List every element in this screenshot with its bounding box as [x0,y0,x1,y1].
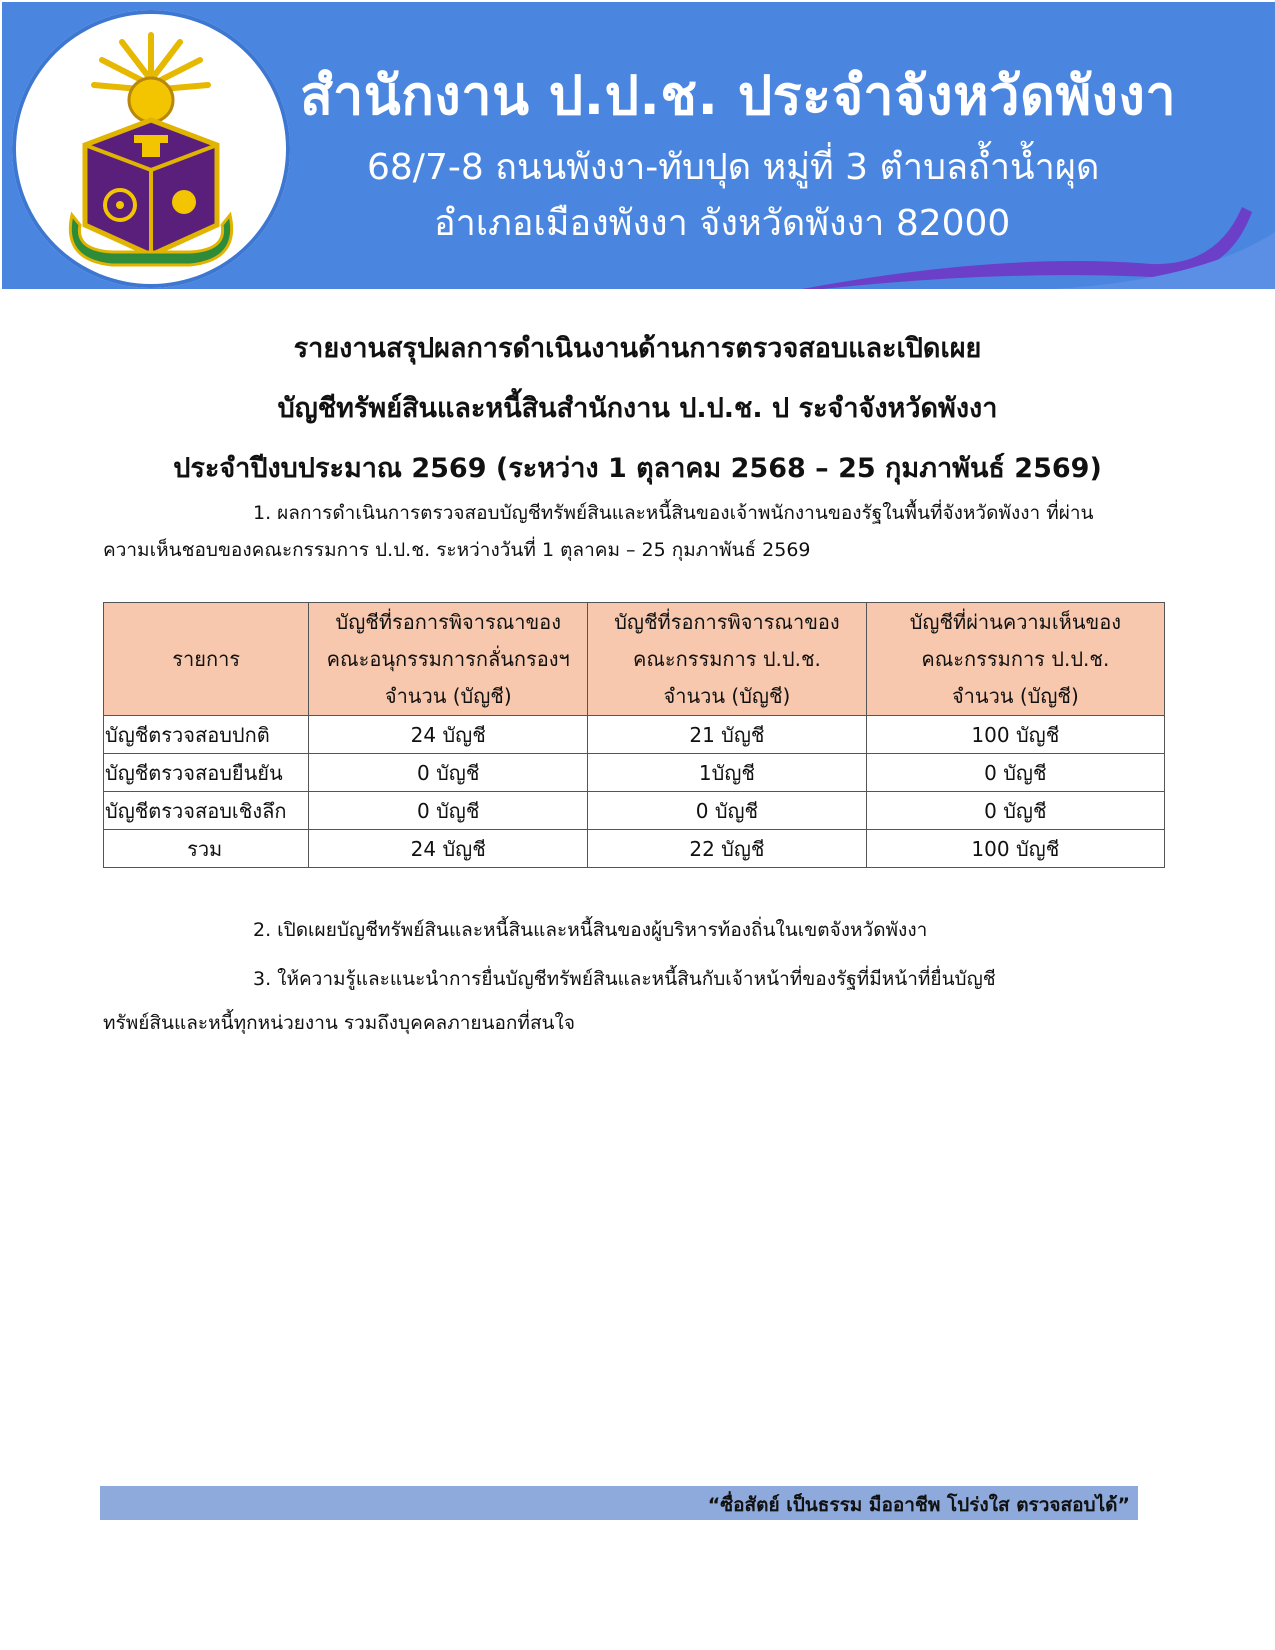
row-label: บัญชีตรวจสอบเชิงลึก [104,792,309,830]
table-row [104,716,1165,754]
table-cell: 100 บัญชี [866,716,1164,754]
item-1-line-2: ความเห็นชอบของคณะกรรมการ ป.ป.ช. ระหว่างวันที่ 1 ตุลาคม – 25 กุมภาพันธ์ 2569 [103,539,811,561]
report-title-line-1: รายงานสรุปผลการดำเนินงานด้านการตรวจสอบและเปิดเผย [293,333,982,364]
footer-bar [100,1486,1138,1520]
table-cell: 100 บัญชี [866,830,1164,868]
item-3-line-1: 3. ให้ความรู้และแนะนำการยื่นบัญชีทรัพย์สินและหนี้สินกับเจ้าหน้าที่ของรัฐที่มีหน้าที่ยื่นบัญชี [253,968,996,990]
table-cell: 0 บัญชี [309,792,588,830]
header-line: บัญชีที่ผ่านความเห็นของ [909,609,1121,634]
header-line: คณะกรรมการ ป.ป.ช. [921,646,1110,671]
row-label: บัญชีตรวจสอบปกติ [104,716,309,754]
table-cell: 24 บัญชี [309,716,588,754]
table-cell: 0 บัญชี [588,792,867,830]
header-line: บัญชีที่รอการพิจารณาของ [335,609,561,634]
table-total-row [104,830,1165,868]
table-row [104,792,1165,830]
address-line-2: อำเภอเมืองพังงา จังหวัดพังงา 82000 [434,203,1011,244]
item-1-paragraph [103,495,1183,569]
table-cell: 22 บัญชี [588,830,867,868]
header-banner [2,2,1275,289]
nacc-emblem-logo [12,10,290,288]
item-3-paragraph [103,957,1183,1045]
row-label: บัญชีตรวจสอบยืนยัน [104,754,309,792]
header-line: รายการ [172,646,241,671]
header-line: คณะอนุกรรมการกลั่นกรองฯ [326,646,570,671]
header-cell-committee-pending [588,603,867,716]
header-line: จำนวน (บัญชี) [384,683,512,708]
table-cell: 0 บัญชี [309,754,588,792]
table-row [104,754,1165,792]
address-line-1: 68/7-8 ถนนพังงา-ทับปุด หมู่ที่ 3 ตำบลถ้ำน้ำผุด [367,147,1100,188]
header-line: บัญชีที่รอการพิจารณาของ [614,609,840,634]
organization-name: สำนักงาน ป.ป.ช. ประจำจังหวัดพังงา [300,64,1177,127]
header-cell-subcommittee [309,603,588,716]
report-title-line-3: ประจำปีงบประมาณ 2569 (ระหว่าง 1 ตุลาคม 2568 – 25 กุมภาพันธ์ 2569) [173,453,1102,484]
report-title-line-2: บัญชีทรัพย์สินและหนี้สินสำนักงาน ป.ป.ช. ป ระจำจังหวัดพังงา [277,393,998,424]
table-cell: 1บัญชี [588,754,867,792]
item-2-text: 2. เปิดเผยบัญชีทรัพย์สินและหนี้สินและหนี้สินของผู้บริหารท้องถิ่นในเขตจังหวัดพังงา [253,919,928,941]
header-line: คณะกรรมการ ป.ป.ช. [632,646,821,671]
summary-table [103,602,1165,868]
table-cell: 21 บัญชี [588,716,867,754]
row-label: รวม [104,830,309,868]
header-line: จำนวน (บัญชี) [951,683,1079,708]
footer-slogan: “ซื่อสัตย์ เป็นธรรม มืออาชีพ โปร่งใส ตรวจสอบได้” [707,1494,1130,1516]
table-cell: 0 บัญชี [866,792,1164,830]
table-cell: 0 บัญชี [866,754,1164,792]
table-header-row [104,603,1165,716]
header-line: จำนวน (บัญชี) [663,683,791,708]
item-3-line-2: ทรัพย์สินและหนี้ทุกหน่วยงาน รวมถึงบุคคลภายนอกที่สนใจ [103,1012,575,1034]
header-cell-item [104,603,309,716]
item-2-paragraph [103,912,1183,949]
item-1-line-1: 1. ผลการดำเนินการตรวจสอบบัญชีทรัพย์สินและหนี้สินของเจ้าพนักงานของรัฐในพื้นที่จังหวัดพังงา ที่ผ่าน [253,502,1094,524]
table-cell: 24 บัญชี [309,830,588,868]
header-cell-committee-approved [866,603,1164,716]
